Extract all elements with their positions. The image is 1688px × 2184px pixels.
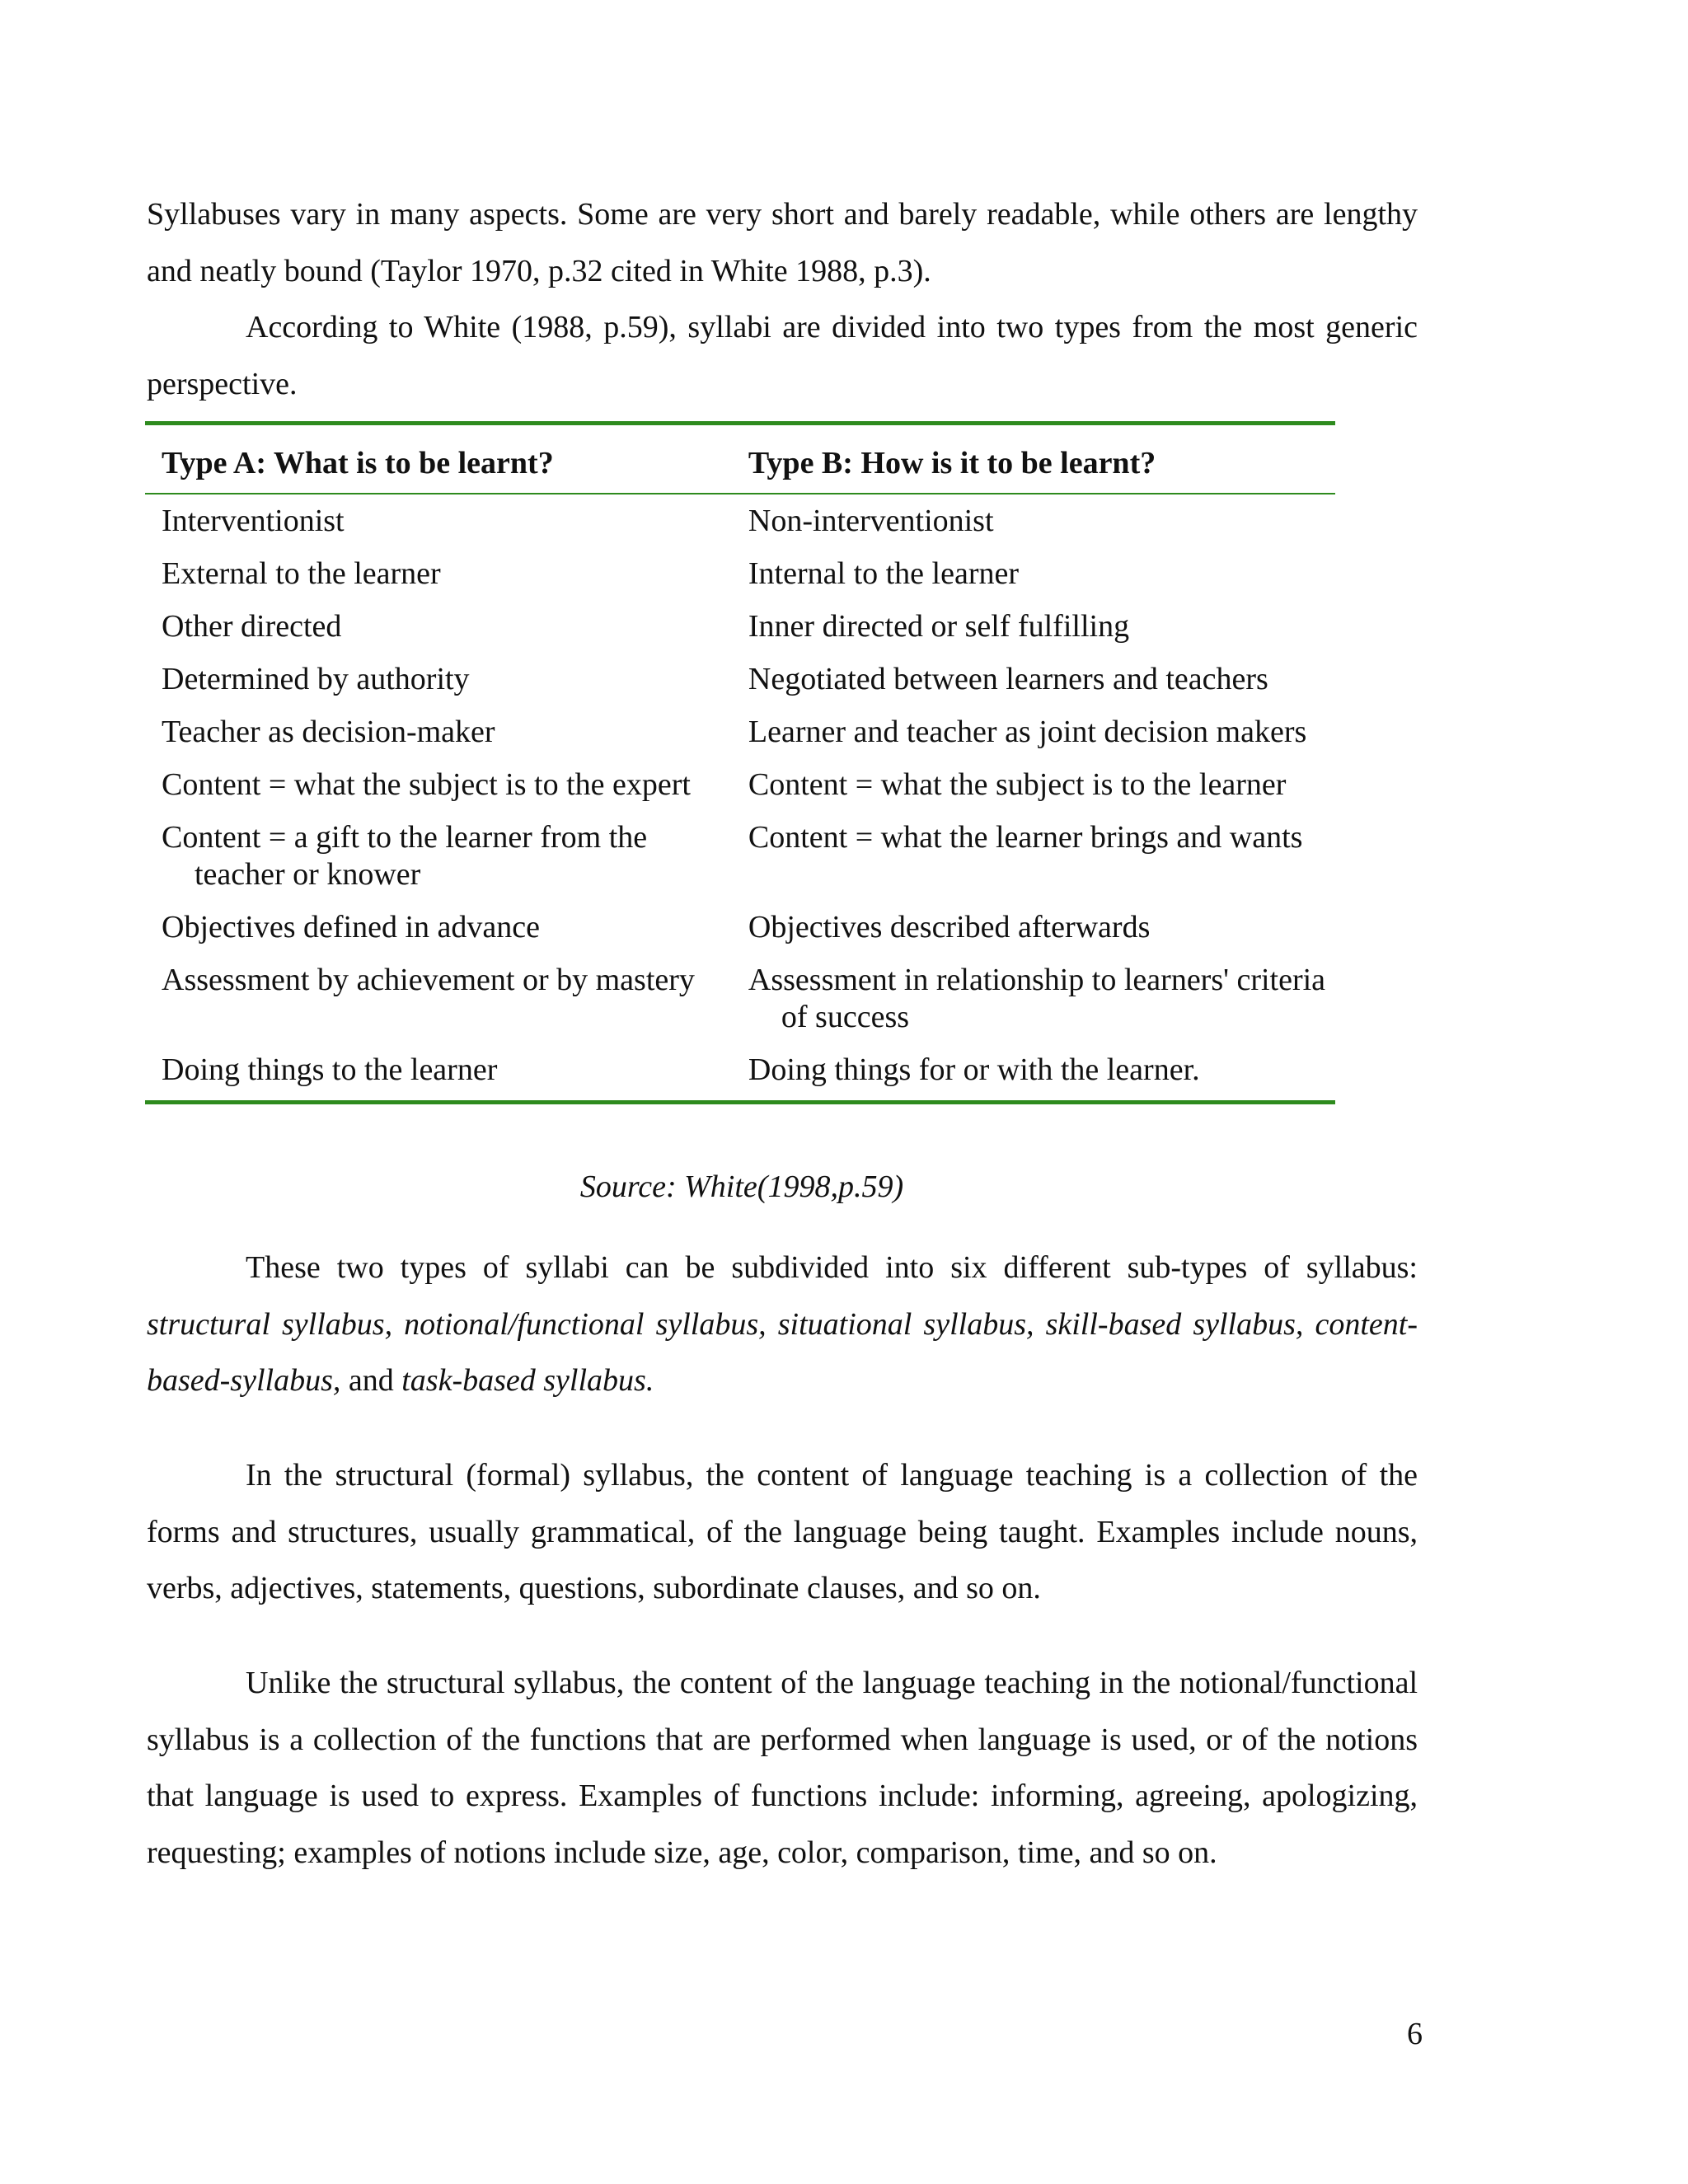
cell-type-b: Objectives described afterwards [748,910,1151,944]
table-row [145,494,1335,548]
page-number: 6 [1407,2017,1423,2051]
cell-type-a: External to the learner [162,556,441,591]
cell-type-a: Content = what the subject is to the expert [162,767,691,802]
cell-type-b: Learner and teacher as joint decision makers [748,715,1307,749]
paragraph-syllabus-variety: Syllabuses vary in many aspects. Some are very short and barely readable, while others are lengthy and neatly bound (Taylor 1970, p.32 cited in White 1988, p.3). [147,197,1418,288]
paragraph-structural-syllabus: In the structural (formal) syllabus, the content of language teaching is a collection of the forms and structures, usually grammatical, of the language being taught. Examples include nouns, verbs, adjectives, statements, questions, subordinate clauses, and so on. [147,1458,1418,1605]
table-row [145,812,1335,902]
cell-type-b: Content = what the subject is to the learner [748,767,1287,802]
cell-type-b: Assessment in relationship to learners' criteria of success [748,963,1326,1034]
table-row [145,902,1335,954]
cell-type-b: Negotiated between learners and teachers [748,662,1268,696]
header-type-a: Type A: What is to be learnt? [145,424,732,494]
table-source-caption: Source: White(1998,p.59) [579,1169,904,1204]
table-row [145,654,1335,706]
paragraph-white-two-types: According to White (1988, p.59), syllabi are divided into two types from the most generic perspective. [147,310,1418,401]
cell-type-a: Teacher as decision-maker [162,715,495,749]
cell-type-a: Content = a gift to the learner from the teacher or knower [162,820,648,892]
cell-type-a: Interventionist [162,504,345,538]
cell-type-b: Doing things for or with the learner. [748,1052,1200,1087]
cell-type-a: Other directed [162,609,342,644]
table-row [145,601,1335,654]
table-header-row [145,424,1335,494]
cell-type-a: Assessment by achievement or by mastery [162,963,695,997]
subtypes-italic-list: structural syllabus, notional/functional syllabus, situational syllabus, skill-based syllabus, content-based-syllabus, [147,1306,1418,1398]
cell-type-b: Inner directed or self fulfilling [748,609,1130,644]
cell-type-b: Internal to the learner [748,556,1020,591]
paragraph-six-subtypes [147,1240,1418,1409]
cell-type-a: Objectives defined in advance [162,910,540,944]
table-row [145,954,1335,1044]
subtypes-intro-text: These two types of syllabi can be subdivided into six different sub-types of syllabus: [246,1250,1418,1285]
syllabus-types-table [145,421,1335,1104]
table-row [145,548,1335,601]
table-row [145,759,1335,812]
paragraph-notional-functional: Unlike the structural syllabus, the content of the language teaching in the notional/functional syllabus is a collection of the functions that are performed when language is used, or of the notions that language is used to express. Examples of functions include: informing, agreeing, apologizing, requesting; examples of notions include size, age, color, comparison, time, and so on. [147,1666,1418,1870]
cell-type-b: Content = what the learner brings and wants [748,820,1303,855]
table-row [145,706,1335,759]
subtypes-italic-last: task-based syllabus. [401,1363,654,1398]
cell-type-b: Non-interventionist [748,504,994,538]
syllabus-types-table-container [145,421,1335,1104]
subtypes-and-text: and [340,1363,402,1398]
cell-type-a: Doing things to the learner [162,1052,498,1087]
table-row [145,1044,1335,1103]
header-type-b: Type B: How is it to be learnt? [732,424,1335,494]
cell-type-a: Determined by authority [162,662,470,696]
